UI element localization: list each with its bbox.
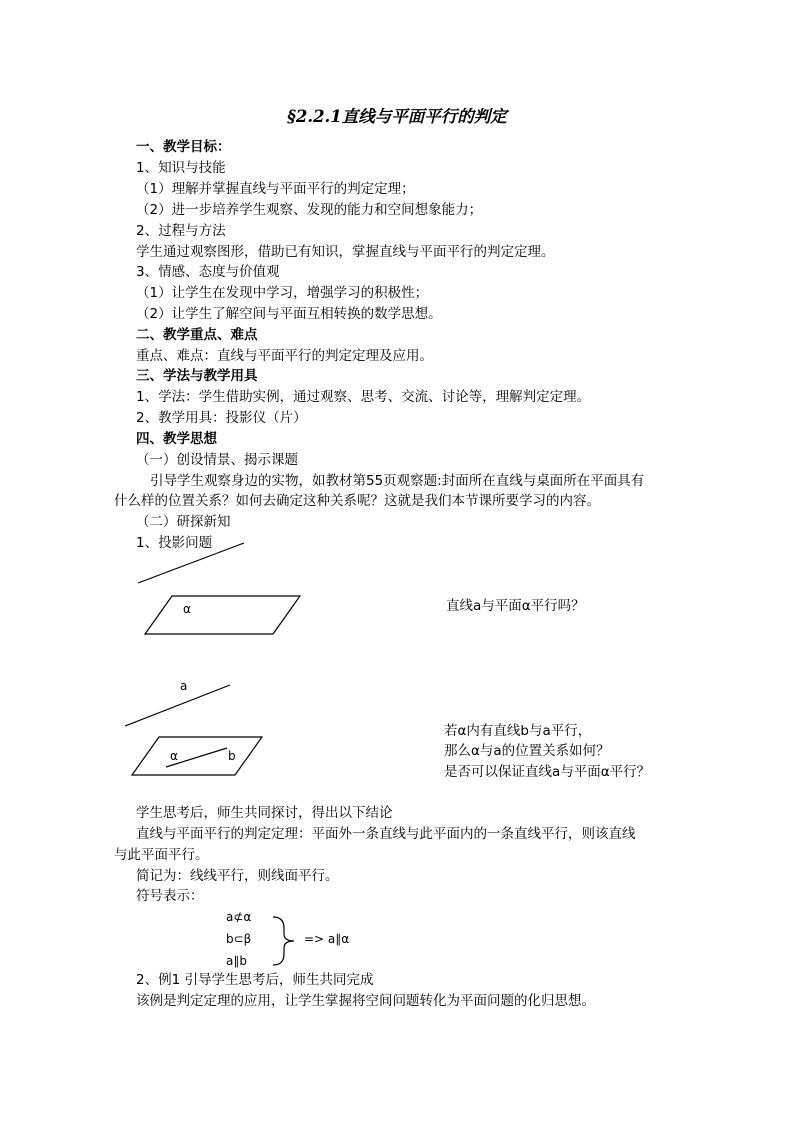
scenario-text-1: 引导学生观察身边的实物，如教材第55页观察题:封面所在直线与桌面所在平面具有: [150, 473, 645, 489]
figure2-plane: [132, 737, 262, 775]
theorem-brief: 简记为：线线平行，则线面平行。: [136, 868, 339, 884]
page-title: §2.2.1直线与平面平行的判定: [287, 107, 507, 126]
symbol-title: 符号表示：: [136, 888, 204, 904]
figure2-question-1: 若α内有直线b与a平行，: [444, 723, 592, 739]
symbol-condition-1: a⊄α: [226, 910, 252, 924]
figure1-plane-label: α: [183, 602, 191, 616]
example-line-1: 2、例1 引导学生思考后，师生共同完成: [136, 972, 374, 988]
section-heading-thinking: 四、教学思想: [136, 431, 217, 447]
figure2-line-label: a: [180, 679, 188, 693]
method-learning: 1、学法：学生借助实例，通过观察、思考、交流、讨论等，理解判定定理。: [136, 389, 591, 405]
objective-attitude: 3、情感、态度与价值观: [136, 264, 280, 280]
symbol-result: => a∥α: [304, 932, 350, 946]
theorem-line-1: 直线与平面平行的判定定理：平面外一条直线与此平面内的一条直线平行，则该直线: [136, 826, 636, 842]
projection-heading: 1、投影问题: [136, 535, 213, 551]
figure2-plane-label: α: [170, 749, 178, 763]
figure1-question: 直线a与平面α平行吗？: [446, 598, 585, 614]
objective-attitude-2: （2）让学生了解空间与平面互相转换的数学思想。: [136, 306, 442, 322]
focus-text: 重点、难点：直线与平面平行的判定定理及应用。: [136, 348, 433, 364]
objective-process: 2、过程与方法: [136, 223, 226, 239]
method-tools: 2、教学用具：投影仪（片）: [136, 410, 307, 426]
conclusion-intro: 学生思考后，师生共同探讨，得出以下结论: [136, 805, 393, 821]
symbol-condition-3: a∥b: [226, 954, 247, 968]
objective-knowledge: 1、知识与技能: [136, 160, 226, 176]
figure2-question-2: 那么α与a的位置关系如何？: [444, 743, 610, 759]
example-line-2: 该例是判定定理的应用，让学生掌握将空间问题转化为平面问题的化归思想。: [136, 993, 595, 1009]
objective-attitude-1: （1）让学生在发现中学习，增强学习的积极性；: [136, 285, 429, 301]
scenario-text-2: 什么样的位置关系？如何去确定这种关系呢？这就是我们本节课所要学习的内容。: [114, 493, 600, 509]
section-heading-focus: 二、教学重点、难点: [136, 327, 258, 343]
symbol-condition-2: b⊂β: [226, 932, 252, 946]
symbol-brace: [273, 917, 294, 965]
figure1-line-a: [138, 543, 244, 583]
theorem-line-2: 与此平面平行。: [114, 847, 209, 863]
figure1-plane: [145, 596, 300, 634]
section-heading-methods: 三、学法与教学用具: [136, 368, 258, 384]
section-heading-objectives: 一、教学目标：: [136, 139, 231, 155]
part-scenario: （一）创设情景、揭示课题: [136, 452, 298, 468]
objective-knowledge-2: （2）进一步培养学生观察、发现的能力和空间想象能力；: [136, 202, 483, 218]
part-explore: （二）研探新知: [136, 514, 231, 530]
figure2-line-a: [125, 685, 230, 726]
figure-2: [125, 685, 262, 775]
objective-knowledge-1: （1）理解并掌握直线与平面平行的判定定理；: [136, 181, 415, 197]
figure2-inner-label: b: [228, 749, 236, 763]
objective-process-text: 学生通过观察图形，借助已有知识，掌握直线与平面平行的判定定理。: [136, 244, 555, 260]
figure-1: [138, 543, 300, 634]
figure2-question-3: 是否可以保证直线a与平面α平行？: [444, 764, 651, 780]
